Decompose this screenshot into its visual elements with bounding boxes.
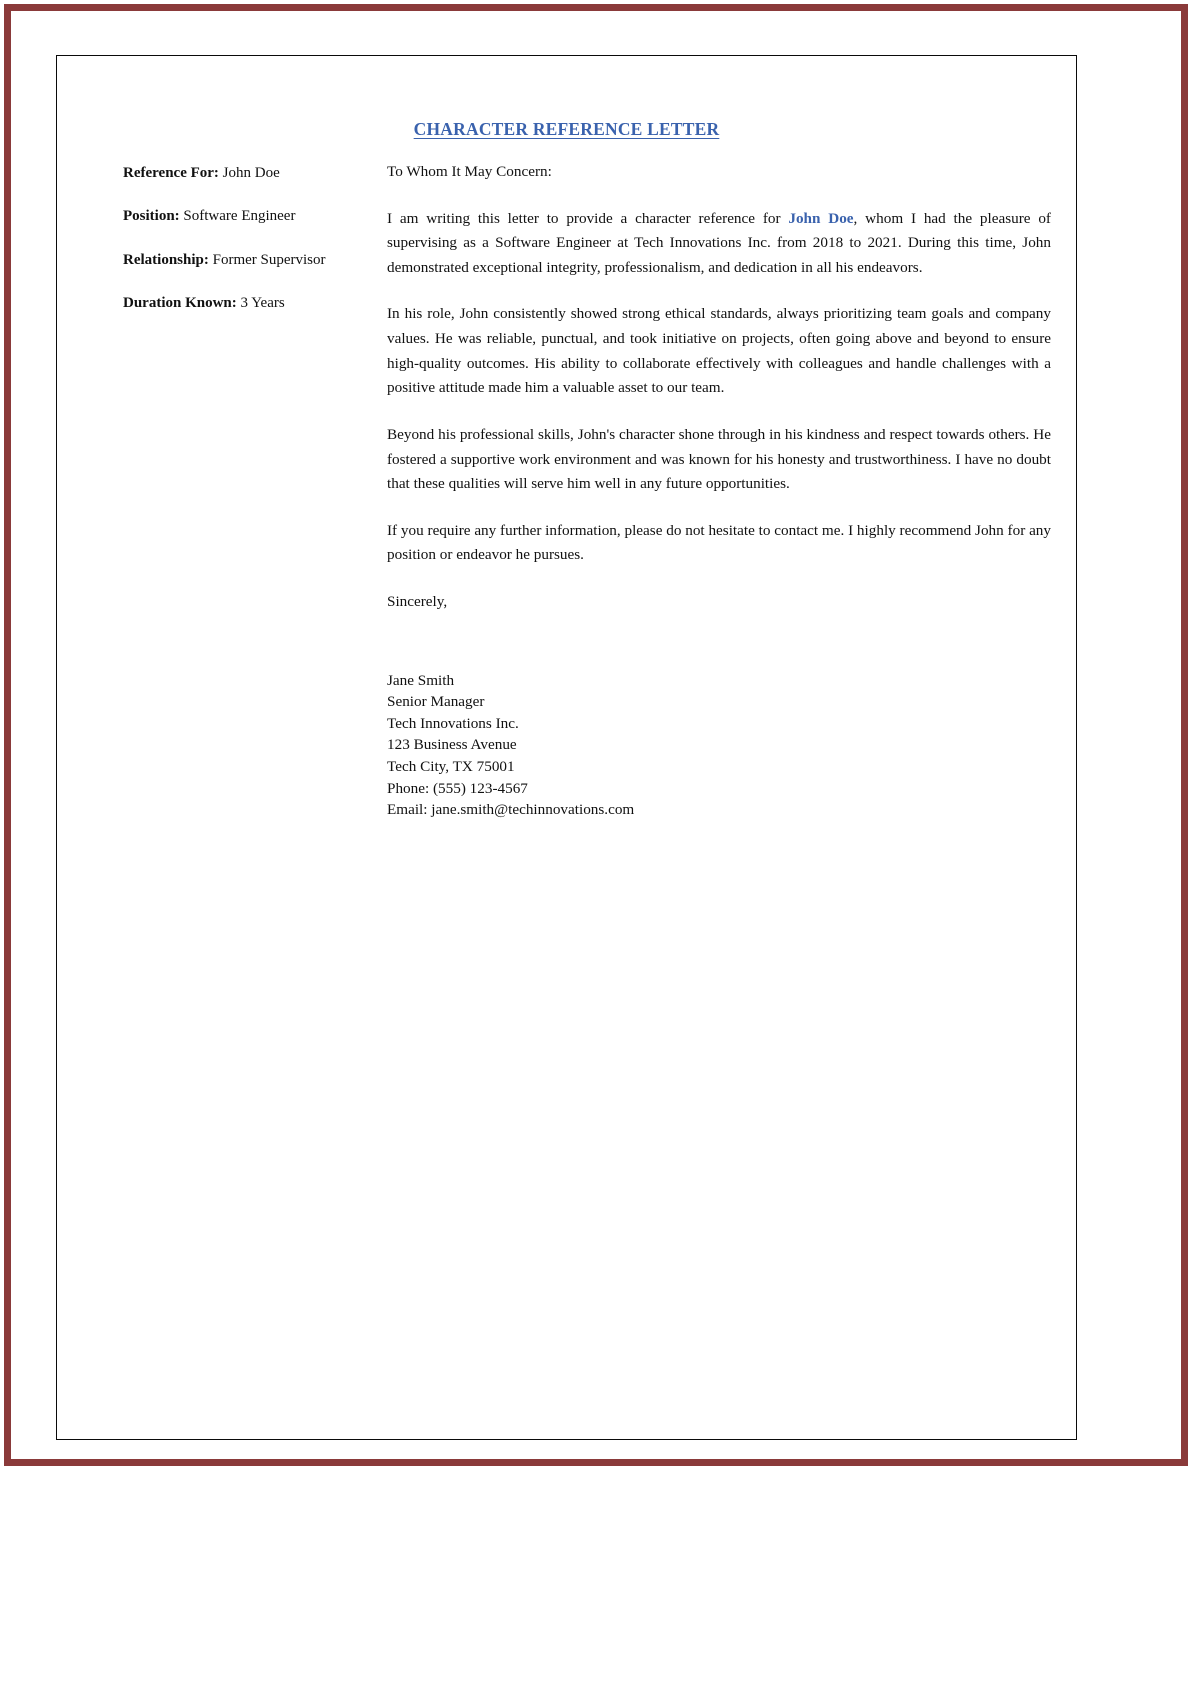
meta-label-relationship: Relationship: — [123, 251, 209, 268]
meta-value-relationship: Former Supervisor — [212, 251, 326, 268]
paragraph-1-after: , whom I had the pleasure of supervising as a Software Engineer at Tech Innovations Inc. from 2018 to 2021. During this time, John demonstrated exceptional integrity, professionalism, and dedication in all his endeavors. — [387, 209, 1051, 276]
signature-block — [387, 670, 1051, 821]
closing-line: Sincerely, — [387, 593, 448, 611]
signature-line-email: Email: jane.smith@techinnovations.com — [387, 801, 635, 819]
signature-line-title: Senior Manager — [387, 693, 485, 711]
meta-value-reference-for: John Doe — [222, 165, 280, 181]
paragraph-1-before: I am writing this letter to provide a character reference for — [387, 209, 789, 227]
letter-body — [387, 156, 1076, 821]
page-outer-frame — [4, 4, 1188, 1466]
meta-row — [123, 294, 387, 313]
meta-row — [123, 164, 387, 183]
meta-row — [123, 207, 387, 226]
paragraph-2: In his role, John consistently showed strong ethical standards, always prioritizing team goals and company values. He was reliable, punctual, and took initiative on projects, often going above and beyond to ensure high-quality outcomes. His ability to collaborate effectively with colleagues and handle challenges with a positive attitude made him a valuable asset to our team. — [387, 305, 1051, 397]
signature-line-city: Tech City, TX 75001 — [387, 757, 515, 775]
signature-line-street: 123 Business Avenue — [387, 736, 517, 754]
meta-label-position: Position: — [123, 208, 180, 225]
paragraph-1 — [387, 207, 1051, 281]
paragraph-3: Beyond his professional skills, John's character shone through in his kindness and respect towards others. He fostered a supportive work environment and was known for his honesty and trustworthiness. I have no doubt that these qualities will serve him well in any future opportunities. — [387, 425, 1051, 493]
letter-sheet — [56, 55, 1077, 1440]
paragraph-4: If you require any further information, please do not hesitate to contact me. I highly recommend John for any position or endeavor he pursues. — [387, 521, 1051, 564]
meta-label-reference-for: Reference For: — [123, 165, 219, 181]
page-title: CHARACTER REFERENCE LETTER — [413, 119, 720, 139]
subject-name-highlight: John Doe — [788, 209, 854, 227]
meta-value-position: Software Engineer — [183, 208, 296, 225]
letter-columns — [57, 156, 1076, 821]
signature-line-name: Jane Smith — [387, 671, 455, 689]
meta-row — [123, 251, 387, 270]
meta-value-duration-known: 3 Years — [240, 294, 285, 311]
salutation: To Whom It May Concern: — [387, 163, 552, 180]
signature-line-phone: Phone: (555) 123-4567 — [387, 779, 528, 797]
reference-details-panel — [57, 156, 387, 337]
signature-line-company: Tech Innovations Inc. — [387, 714, 519, 732]
meta-label-duration-known: Duration Known: — [123, 294, 237, 311]
